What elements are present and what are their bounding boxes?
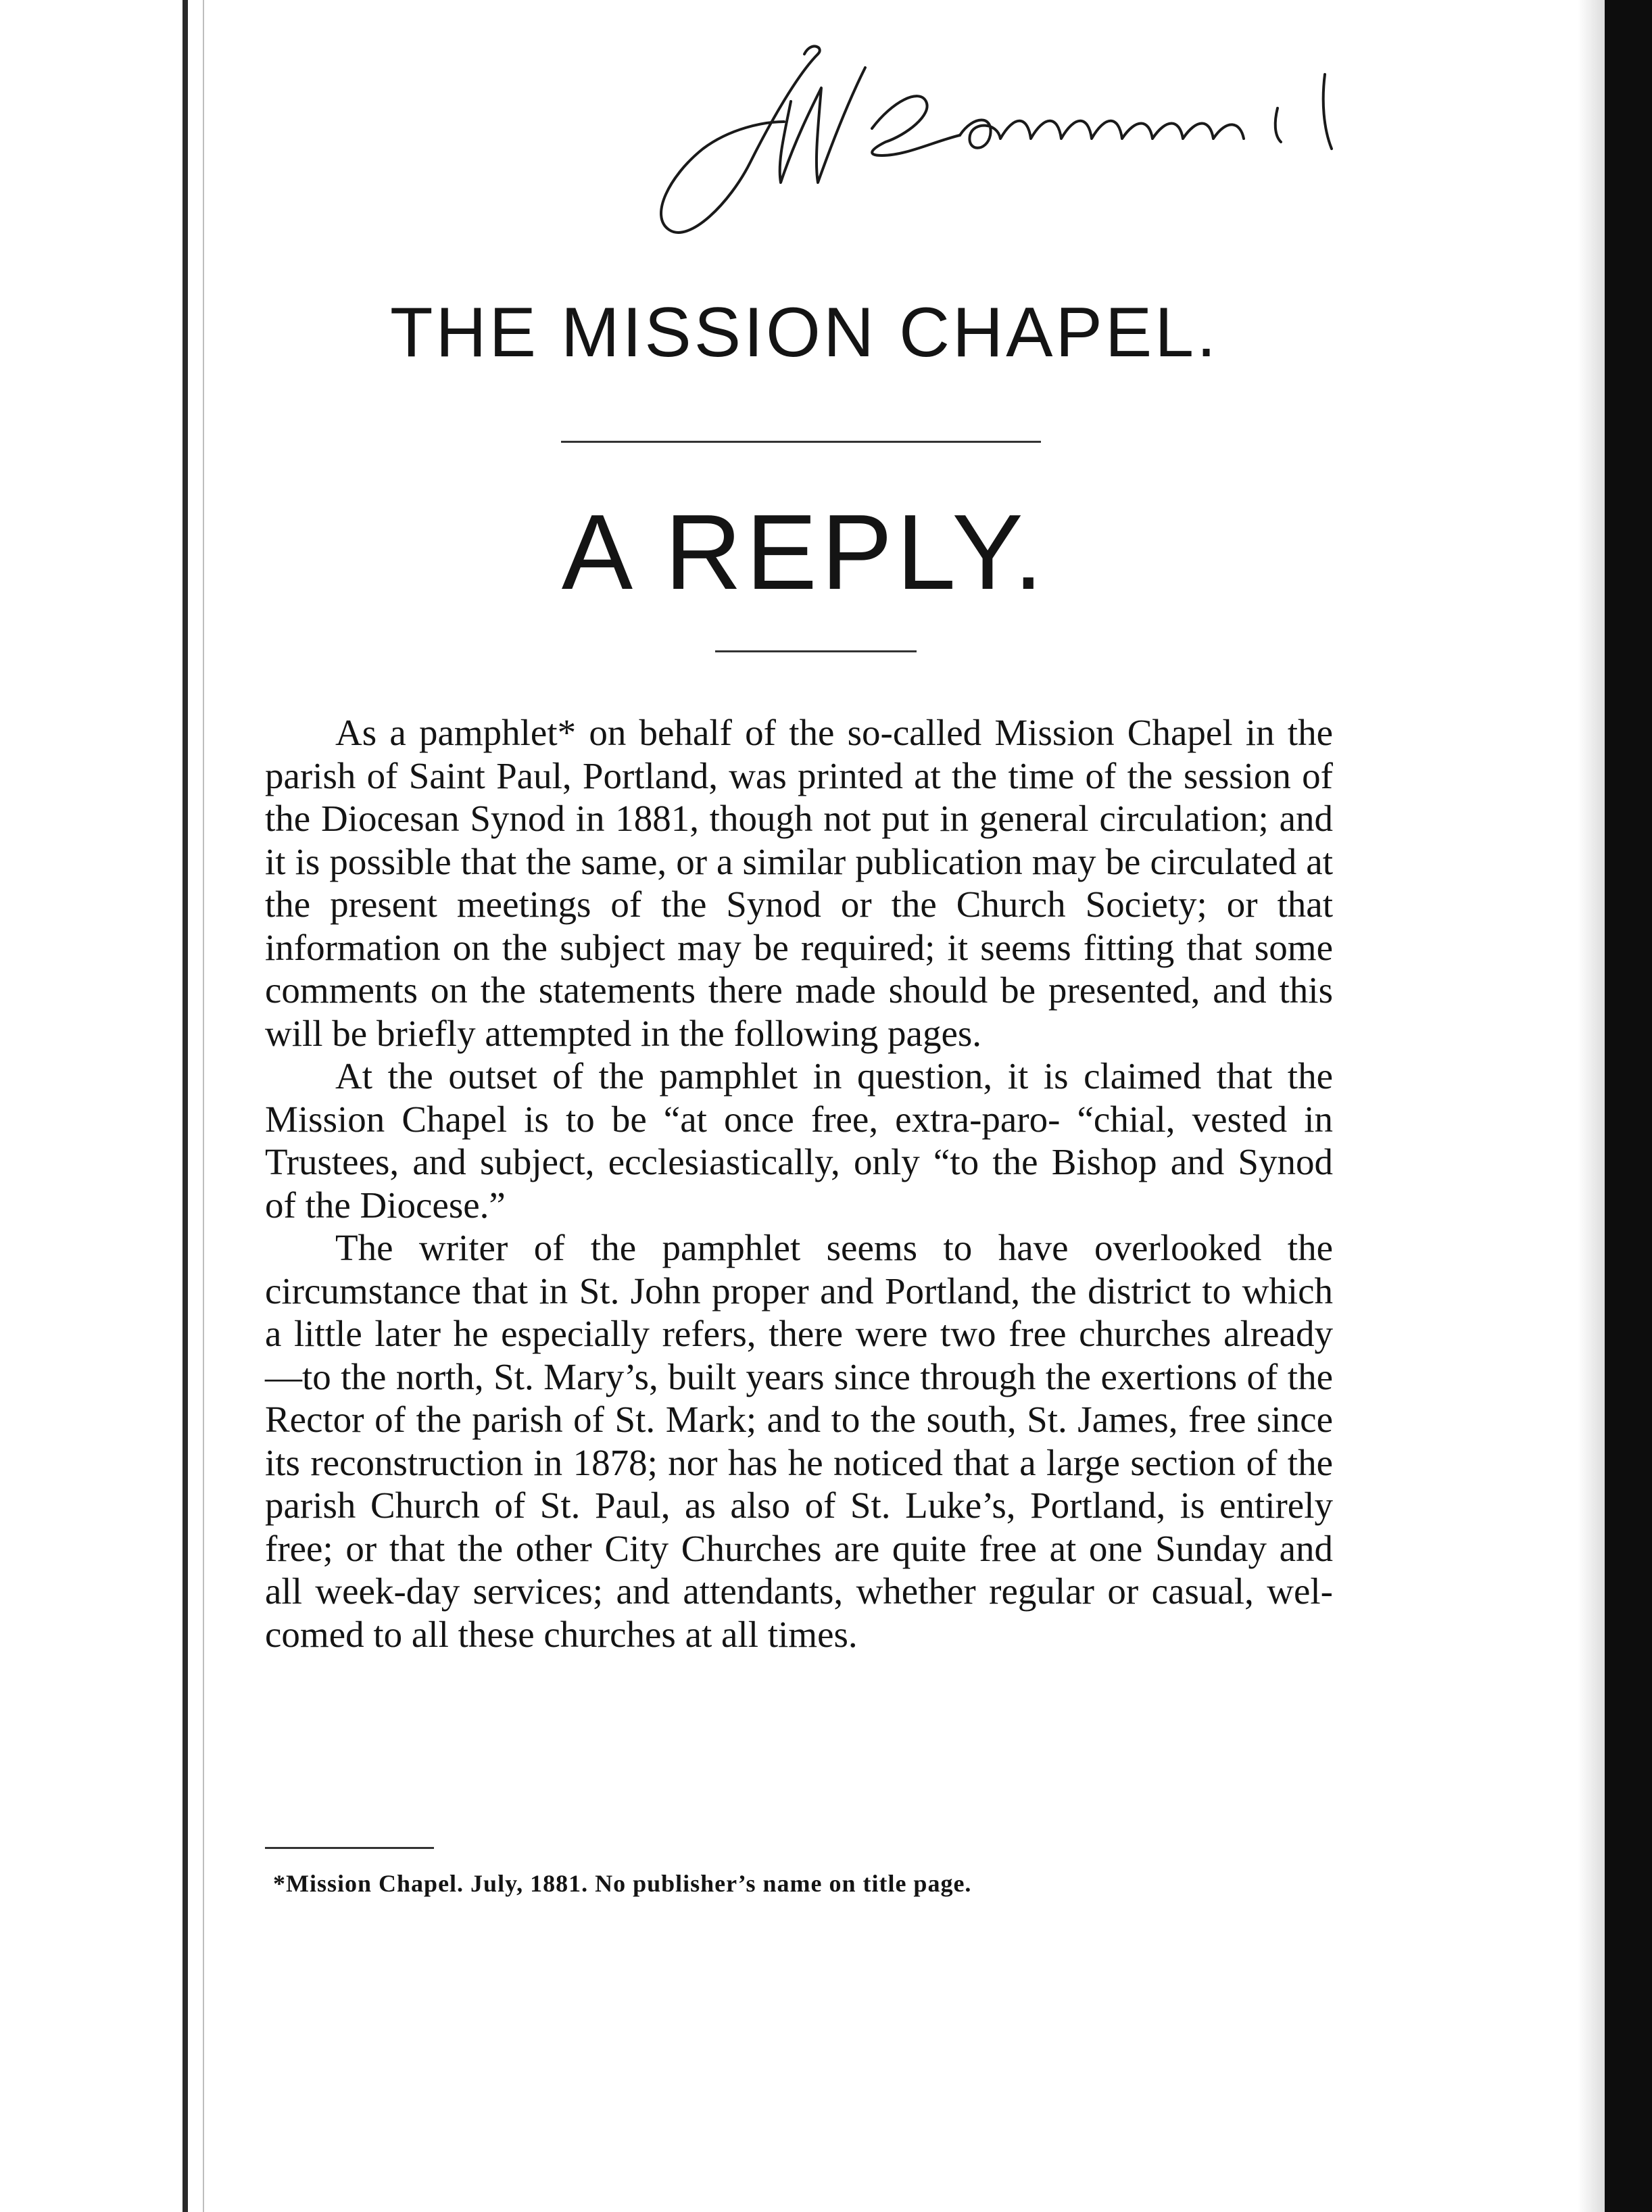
document-title: THE MISSION CHAPEL. (390, 293, 1219, 372)
paragraph-2: At the outset of the pamphlet in question, it is claimed that the Mission Chapel is to be “at once free, extra-paro- “chial, vested in Trustees, and subject, ecclesiastically, only “to the Bishop and Synod of the Diocese.” (265, 1055, 1333, 1226)
paragraph-1: As a pamphlet* on behalf of the so-called Mission Chapel in the parish of Saint Paul, Portland, was printed at the time of the session of the Diocesan Synod in 1881, though not put in general circulation; and it is possible that the same, or a similar publication may be circulated at the present meetings of the Synod or the Church Society; or that information on the subject may be required; it seems fitting that some comments on the statements there made should be presented, and this will be briefly attempted in the following pages. (265, 712, 1333, 1054)
page-right-shadow (1578, 0, 1605, 2212)
handwritten-signature (649, 27, 1392, 257)
paragraph-3: The writer of the pamphlet seems to have overlooked the circumstance that in St. John proper and Portland, the district to which a little later he especially refers, there were two free churches already—to the north, St. Mary’s, built years since through the exertions of the Rector of the parish of St. Mark; and to the south, St. James, free since its reconstruction in 1878; nor has he noticed that a large section of the parish Church of St. Paul, as also of St. Luke’s, Portland, is entirely free; or that the other City Churches are quite free at one Sunday and all week-day services; and attendants, whether regular or casual, wel- comed to all these churches at all times. (265, 1227, 1333, 1655)
footnote: *Mission Chapel. July, 1881. No publisher’s name on title page. (273, 1870, 972, 1897)
scan-right-border (1605, 0, 1652, 2212)
title-divider (561, 441, 1041, 443)
page-binding-edge (183, 0, 188, 2212)
footnote-divider (265, 1847, 434, 1849)
document-subtitle: A REPLY. (561, 493, 1048, 612)
subtitle-divider (715, 650, 917, 652)
body-text (265, 711, 1333, 1656)
